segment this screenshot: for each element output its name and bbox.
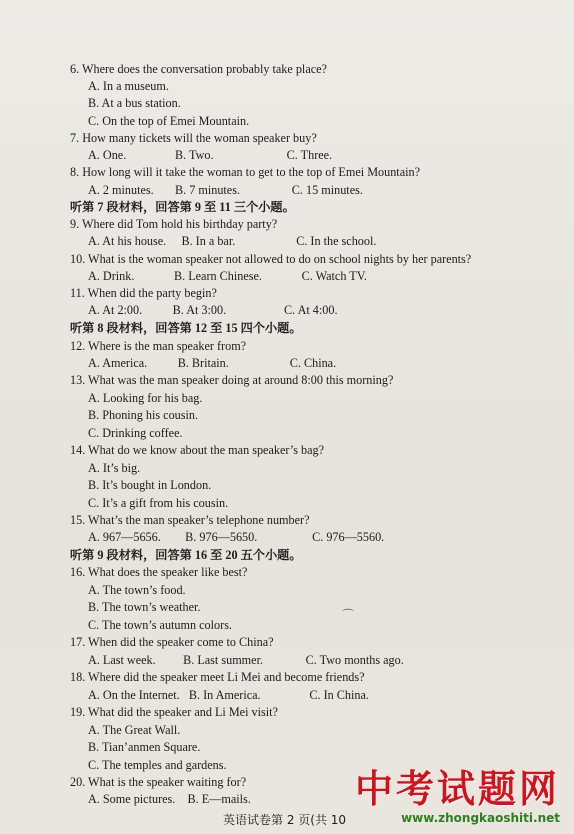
question-stem: 7. How many tickets will the woman speaker buy? [70,131,317,145]
answer-option: A. Looking for his bag. [88,391,203,405]
answer-option: A. At 2:00. B. At 3:00. C. At 4:00. [88,303,338,317]
answer-option: A. In a museum. [88,79,169,93]
page-footer: 英语试卷第 2 页(共 10 [223,813,347,827]
answer-option: A. Last week. B. Last summer. C. Two months ago. [88,653,404,667]
question-stem: 6. Where does the conversation probably take place? [70,62,327,76]
answer-option: A. Some pictures. B. E—mails. [88,792,251,806]
answer-option: B. Phoning his cousin. [88,408,199,422]
question-stem: 12. Where is the man speaker from? [70,339,247,353]
question-stem: 8. How long will it take the woman to get to the top of Emei Mountain? [70,165,420,179]
question-stem: 11. When did the party begin? [70,286,217,300]
question-stem: 9. Where did Tom hold his birthday party? [70,217,278,231]
answer-option: A. The town’s food. [88,583,186,597]
answer-option: C. On the top of Emei Mountain. [88,114,250,128]
question-stem: 10. What is the woman speaker not allowed to do on school nights by her parents? [70,252,472,266]
answer-option: B. Tian’anmen Square. [88,740,201,754]
section-instruction: 听第 9 段材料，回答第 16 至 20 五个小题。 [70,548,302,562]
answer-option: A. 967—5656. B. 976—5650. C. 976—5560. [88,530,385,544]
question-stem: 18. Where did the speaker meet Li Mei and become friends? [70,670,365,684]
site-watermark [355,769,560,825]
answer-option: C. The temples and gardens. [88,758,227,772]
answer-option: A. Drink. B. Learn Chinese. C. Watch TV. [88,269,367,283]
answer-option: B. It’s bought in London. [88,478,212,492]
section-instruction: 听第 8 段材料，回答第 12 至 15 四个小题。 [70,321,302,335]
answer-option: A. On the Internet. B. In America. C. In China. [88,688,369,702]
answer-option: A. America. B. Britain. C. China. [88,356,337,370]
watermark-url: www.zhongkaoshiti.net [401,811,560,825]
answer-option: A. One. B. Two. C. Three. [88,148,333,162]
question-stem: 16. What does the speaker like best? [70,565,248,579]
pencil-mark: ⌒ [342,608,355,622]
question-stem: 14. What do we know about the man speaker’s bag? [70,443,325,457]
section-instruction: 听第 7 段材料，回答第 9 至 11 三个小题。 [70,200,295,214]
answer-option: A. 2 minutes. B. 7 minutes. C. 15 minutes. [88,183,363,197]
answer-option: A. The Great Wall. [88,723,181,737]
question-stem: 13. What was the man speaker doing at around 8:00 this morning? [70,373,394,387]
answer-option: A. It’s big. [88,461,141,475]
question-stem: 15. What’s the man speaker’s telephone number? [70,513,310,527]
question-stem: 17. When did the speaker come to China? [70,635,274,649]
answer-option: B. The town’s weather. [88,600,201,614]
answer-option: B. At a bus station. [88,96,181,110]
question-stem: 20. What is the speaker waiting for? [70,775,247,789]
question-stem: 19. What did the speaker and Li Mei visit? [70,705,278,719]
answer-option: C. The town’s autumn colors. [88,618,232,632]
answer-option: C. Drinking coffee. [88,426,183,440]
watermark-title: 中考试题网 [354,767,560,811]
answer-option: C. It’s a gift from his cousin. [88,496,229,510]
answer-option: A. At his house. B. In a bar. C. In the school. [88,234,377,248]
